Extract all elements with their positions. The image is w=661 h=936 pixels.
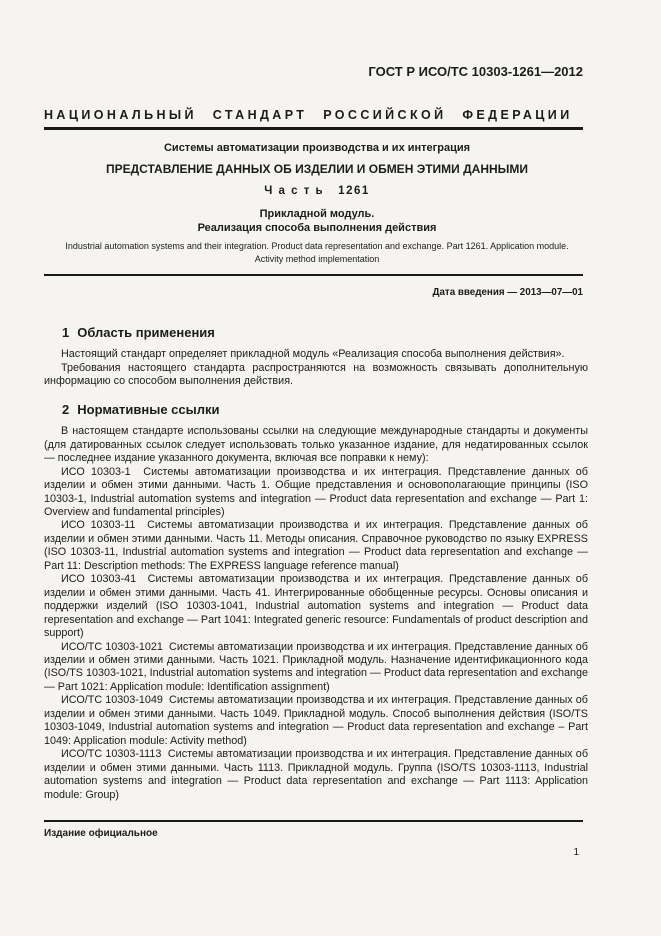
subject-line: Системы автоматизации производства и их интеграция bbox=[163, 142, 471, 154]
subtitle bbox=[44, 207, 590, 235]
reference-paragraph: ИСО/ТС 10303-1049 Системы автоматизации производства и их интеграция. Представление данных об изделии и обмен этими данными. Часть 1049. Прикладной модуль. Способ выполнения действия (ISO/TS 10303-1049, Industrial automation systems and integration — Product data representation and exchange – Part 1049: Application module: Activity method) bbox=[44, 694, 588, 747]
reference-paragraph: ИСО/ТС 10303-1113 Системы автоматизации производства и их интеграция. Представление данных об изделии и обмен этими данными. Часть 1113. Прикладной модуль. Группа (ISO/TS 10303-1113, Industrial automation systems and integration — Product data representation and exchange — Part 1113: Application module: Group) bbox=[44, 748, 588, 801]
intro-rule bbox=[44, 274, 583, 276]
section-2-number: 2 bbox=[62, 401, 70, 417]
english-title: Industrial automation systems and their integration. Product data representation and exchange. Part 1261. Application module. Activity method implementation bbox=[65, 241, 569, 264]
section-1-number: 1 bbox=[62, 325, 70, 340]
subtitle-line-1: Прикладной модуль. bbox=[259, 208, 375, 220]
footer-rule bbox=[44, 820, 583, 822]
section-1-title: Область применения bbox=[77, 325, 215, 340]
page-number: 1 bbox=[573, 847, 579, 858]
section-2-heading bbox=[44, 403, 588, 416]
section-1-heading bbox=[44, 326, 588, 339]
paragraph: Требования настоящего стандарта распространяются на возможность связывать дополнительную информацию со способом выполнения действия. bbox=[44, 361, 588, 388]
header-rule bbox=[44, 127, 583, 130]
reference-paragraph: ИСО 10303-1 Системы автоматизации производства и их интеграция. Представление данных об изделии и обмен этими данными. Часть 1. Общие представления и основополагающие принципы (ISO 10303-1, Industrial automation systems and integration — Product data representation and exchange — Part 1: Overview and fundamental principles) bbox=[44, 465, 588, 518]
doc-number: ГОСТ Р ИСО/ТС 10303-1261—2012 bbox=[368, 64, 583, 79]
effective-date: Дата введения — 2013—07—01 bbox=[432, 287, 583, 298]
federation-header: НАЦИОНАЛЬНЫЙ СТАНДАРТ РОССИЙСКОЙ ФЕДЕРАЦИИ bbox=[44, 108, 573, 122]
main-title: ПРЕДСТАВЛЕНИЕ ДАННЫХ ОБ ИЗДЕЛИИ И ОБМЕН ЭТИМИ ДАННЫМИ bbox=[105, 162, 529, 176]
paragraph: В настоящем стандарте использованы ссылки на следующие международные стандарты и документы (для датированных ссылок следует использовать только указанное издание, для недатированных ссылок — последнее издание указанного документа, включая все поправки к нему): bbox=[44, 425, 588, 465]
official-edition-note: Издание официальное bbox=[44, 828, 158, 839]
part-label: Ч а с т ь 1261 bbox=[264, 185, 370, 197]
paragraph: Настоящий стандарт определяет прикладной модуль «Реализация способа выполнения действия». bbox=[61, 348, 565, 361]
reference-paragraph: ИСО/ТС 10303-1021 Системы автоматизации производства и их интеграция. Представление данных об изделии и обмен этими данными. Часть 1021. Прикладной модуль. Назначение идентификационного кода (ISO/TS 10303-1021, Industrial automation systems and integration — Product data representation and exchange — Part 1021: Application module: Identification assignment) bbox=[44, 640, 588, 693]
section-2-title: Нормативные ссылки bbox=[77, 401, 220, 417]
reference-paragraph: ИСО 10303-41 Системы автоматизации производства и их интеграция. Представление данных об изделии и обмен этими данными. Часть 41. Интегрированные обобщенные ресурсы. Основы описания и поддержки изделий (ISO 10303-1041, Industrial automation systems and integration — Product data representation and exchange — Part 1041: Integrated generic resource: Fundamentals of product description and support) bbox=[44, 573, 588, 640]
reference-paragraph: ИСО 10303-11 Системы автоматизации производства и их интеграция. Представление данных об изделии и обмен этими данными. Часть 11. Методы описания. Справочное руководство по языку EXPRESS (ISO 10303-11, Industrial automation systems and integration — Product data representation and exchange — Part 11: Description methods: The EXPRESS language reference manual) bbox=[44, 519, 588, 572]
document-body bbox=[44, 318, 588, 802]
subtitle-line-2: Реализация способа выполнения действия bbox=[197, 222, 437, 234]
